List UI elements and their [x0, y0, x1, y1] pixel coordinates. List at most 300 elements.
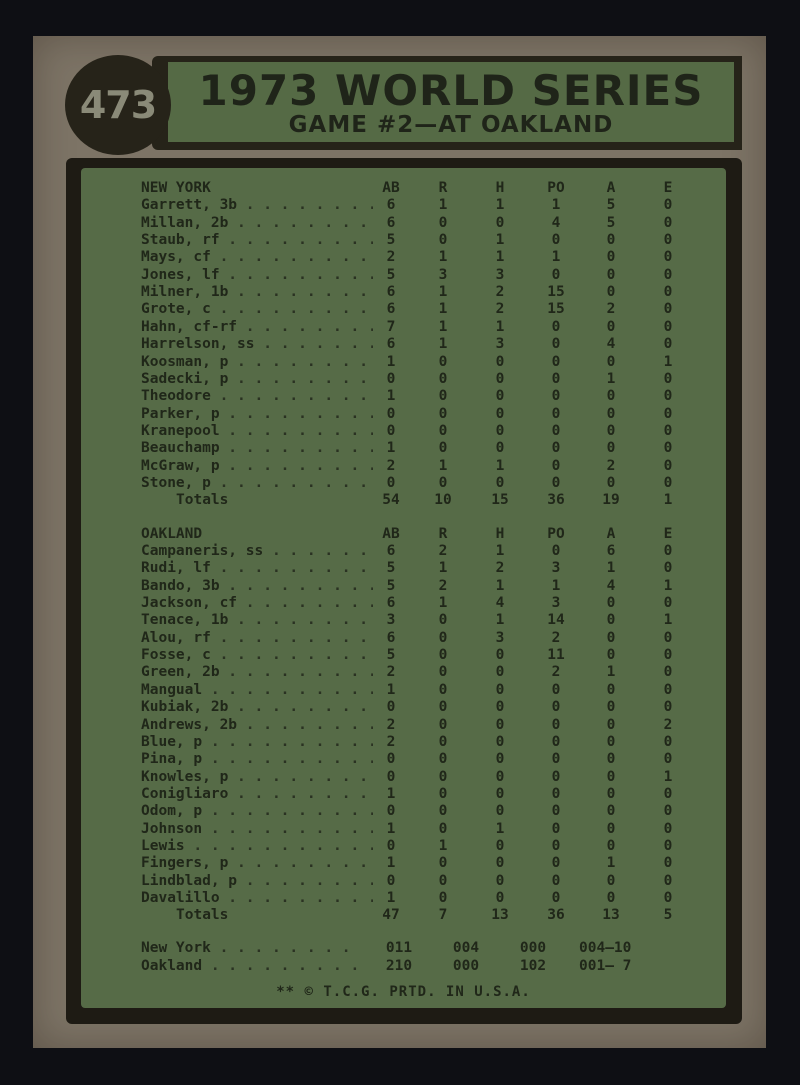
player-row	[81, 855, 726, 872]
player-name: Milner, 1b . . .	[141, 284, 373, 301]
stat-po: 36	[547, 907, 565, 924]
stat-a: 13	[602, 907, 620, 924]
stat-a: 4	[606, 577, 616, 594]
stat-e: 0	[663, 301, 673, 318]
stat-r: 0	[438, 353, 448, 370]
stat-r: 1	[438, 560, 448, 577]
stat-h: 3	[495, 266, 505, 283]
stat-a: 6	[606, 543, 616, 559]
header-panel	[168, 62, 734, 142]
player-name: Jones, lf . . .	[141, 267, 373, 284]
stat-a: 0	[606, 751, 616, 768]
player-row	[81, 682, 726, 699]
stat-e: 0	[663, 733, 673, 750]
stat-ab: 6	[386, 629, 396, 646]
stat-h: 0	[495, 751, 505, 768]
stat-po: 11	[547, 647, 565, 664]
linescore-innings-1-3: 011	[385, 940, 413, 956]
stat-a: 0	[606, 318, 616, 335]
stat-e: 0	[663, 405, 673, 422]
column-header-r: R	[438, 525, 448, 542]
stat-a: 1	[606, 664, 616, 681]
player-name: Jackson, cf . . .	[141, 595, 373, 612]
player-row	[81, 838, 726, 855]
stat-a: 0	[606, 837, 616, 854]
stat-e: 0	[663, 872, 673, 889]
stat-a: 0	[606, 266, 616, 283]
stat-h: 1	[495, 577, 505, 594]
linescore-team: New York . . .	[141, 940, 361, 957]
stat-ab: 6	[386, 543, 396, 559]
stat-h: 1	[495, 249, 505, 266]
player-row	[81, 232, 726, 249]
stat-e: 0	[663, 457, 673, 474]
player-row	[81, 664, 726, 681]
stat-a: 0	[606, 422, 616, 439]
stat-h: 0	[495, 716, 505, 733]
player-row	[81, 440, 726, 457]
stat-h: 0	[495, 890, 505, 906]
team-name: OAKLAND	[141, 525, 203, 542]
player-name: Staub, rf . . .	[141, 232, 373, 249]
player-row	[81, 197, 726, 214]
totals-row	[81, 907, 726, 924]
stat-h: 0	[495, 837, 505, 854]
stat-ab: 5	[386, 560, 396, 577]
stat-r: 0	[438, 699, 448, 716]
player-row	[81, 267, 726, 284]
player-name: Kubiak, 2b . . .	[141, 699, 373, 716]
stat-r: 0	[438, 820, 448, 837]
stat-a: 5	[606, 197, 616, 214]
team-header-row	[81, 180, 726, 197]
player-name: Odom, p . . .	[141, 803, 373, 820]
column-header-h: H	[495, 525, 505, 542]
player-name: Kranepool . . .	[141, 423, 373, 440]
stat-e: 0	[663, 266, 673, 283]
stat-h: 2	[495, 301, 505, 318]
stat-po: 0	[551, 440, 561, 457]
stat-e: 0	[663, 890, 673, 906]
stat-h: 0	[495, 733, 505, 750]
stat-a: 1	[606, 855, 616, 872]
player-row	[81, 458, 726, 475]
column-header-e: E	[663, 180, 673, 196]
stat-a: 0	[606, 872, 616, 889]
linescore-innings-7-9: 102	[519, 958, 547, 974]
linescore-row	[81, 940, 726, 957]
player-name: McGraw, p . . .	[141, 458, 373, 475]
stat-h: 2	[495, 284, 505, 301]
stat-r: 0	[438, 681, 448, 698]
player-name: Campaneris, ss . . .	[141, 543, 373, 560]
player-name: Fingers, p . . .	[141, 855, 373, 872]
stat-e: 0	[663, 664, 673, 681]
stat-r: 2	[438, 543, 448, 559]
stat-po: 0	[551, 543, 561, 559]
stat-po: 0	[551, 422, 561, 439]
player-row	[81, 336, 726, 353]
column-header-h: H	[495, 180, 505, 196]
stat-h: 0	[495, 768, 505, 785]
stat-e: 2	[663, 716, 673, 733]
player-name: Hahn, cf-rf . . .	[141, 319, 373, 336]
stat-ab: 2	[386, 664, 396, 681]
stat-e: 5	[663, 907, 673, 924]
player-name: Koosman, p . . .	[141, 354, 373, 371]
stat-e: 0	[663, 284, 673, 301]
player-row	[81, 890, 726, 907]
stat-ab: 54	[382, 492, 400, 509]
stat-a: 0	[606, 612, 616, 629]
stat-h: 1	[495, 612, 505, 629]
player-row	[81, 371, 726, 388]
stat-a: 0	[606, 803, 616, 820]
stat-a: 0	[606, 699, 616, 716]
stat-ab: 6	[386, 197, 396, 214]
stat-ab: 0	[386, 872, 396, 889]
stat-po: 15	[547, 284, 565, 301]
stat-e: 0	[663, 837, 673, 854]
stat-h: 0	[495, 370, 505, 387]
stat-h: 0	[495, 353, 505, 370]
stat-po: 0	[551, 837, 561, 854]
stat-po: 0	[551, 474, 561, 491]
card-title: 1973 WORLD SERIES	[198, 66, 704, 115]
player-name: Fosse, c . . .	[141, 647, 373, 664]
player-row	[81, 578, 726, 595]
stat-ab: 2	[386, 457, 396, 474]
stat-r: 0	[438, 664, 448, 681]
stat-h: 0	[495, 647, 505, 664]
card-number-badge	[65, 55, 171, 155]
stat-ab: 6	[386, 284, 396, 301]
linescore-innings-7-9: 000	[519, 940, 547, 956]
stat-po: 0	[551, 336, 561, 353]
stat-e: 0	[663, 785, 673, 802]
stat-e: 0	[663, 474, 673, 491]
stat-a: 0	[606, 785, 616, 802]
stat-ab: 0	[386, 699, 396, 716]
stat-e: 0	[663, 699, 673, 716]
player-row	[81, 734, 726, 751]
player-name: Mays, cf . . .	[141, 249, 373, 266]
stat-a: 0	[606, 595, 616, 612]
stat-r: 10	[434, 492, 452, 509]
player-row	[81, 699, 726, 716]
player-name: Alou, rf . . .	[141, 630, 373, 647]
stat-h: 0	[495, 440, 505, 457]
stat-ab: 6	[386, 595, 396, 612]
stat-r: 1	[438, 197, 448, 214]
stat-h: 0	[495, 474, 505, 491]
stat-ab: 7	[386, 318, 396, 335]
stat-e: 0	[663, 803, 673, 820]
stat-e: 1	[663, 577, 673, 594]
stat-a: 2	[606, 457, 616, 474]
player-name: Lindblad, p . . .	[141, 873, 373, 890]
player-row	[81, 821, 726, 838]
stat-a: 0	[606, 629, 616, 646]
stat-a: 0	[606, 249, 616, 266]
stat-ab: 0	[386, 768, 396, 785]
player-row	[81, 803, 726, 820]
stat-po: 0	[551, 370, 561, 387]
stat-r: 0	[438, 474, 448, 491]
stat-e: 0	[663, 647, 673, 664]
stat-a: 1	[606, 370, 616, 387]
stat-a: 4	[606, 336, 616, 353]
stat-a: 0	[606, 716, 616, 733]
player-name: Garrett, 3b . . .	[141, 197, 373, 214]
stat-po: 0	[551, 457, 561, 474]
stat-po: 0	[551, 785, 561, 802]
player-name: Millan, 2b . . .	[141, 215, 373, 232]
stat-ab: 0	[386, 405, 396, 422]
player-row	[81, 560, 726, 577]
stat-ab: 2	[386, 716, 396, 733]
stat-r: 1	[438, 301, 448, 318]
copyright-line: ** © T.C.G. PRTD. IN U.S.A.	[276, 984, 531, 1000]
player-name: Beauchamp . . .	[141, 440, 373, 457]
player-name: Davalillo . . .	[141, 890, 373, 907]
stat-r: 1	[438, 336, 448, 353]
player-name: Green, 2b . . .	[141, 664, 373, 681]
stat-po: 4	[551, 214, 561, 231]
stat-a: 0	[606, 405, 616, 422]
stat-po: 3	[551, 560, 561, 577]
stat-po: 0	[551, 820, 561, 837]
player-row	[81, 319, 726, 336]
stat-r: 1	[438, 457, 448, 474]
stat-e: 0	[663, 370, 673, 387]
stat-e: 0	[663, 422, 673, 439]
stat-r: 0	[438, 440, 448, 457]
stat-e: 0	[663, 560, 673, 577]
player-name: Pina, p . . .	[141, 751, 373, 768]
stat-e: 0	[663, 543, 673, 559]
stat-po: 2	[551, 664, 561, 681]
stat-h: 0	[495, 681, 505, 698]
stat-a: 0	[606, 733, 616, 750]
stat-e: 1	[663, 612, 673, 629]
player-row	[81, 630, 726, 647]
stat-po: 1	[551, 577, 561, 594]
stat-po: 0	[551, 855, 561, 872]
stat-a: 0	[606, 768, 616, 785]
stat-e: 1	[663, 492, 673, 509]
stat-r: 0	[438, 803, 448, 820]
boxscore-panel	[81, 168, 726, 1008]
player-row	[81, 595, 726, 612]
stat-h: 0	[495, 785, 505, 802]
player-row	[81, 284, 726, 301]
player-name: Sadecki, p . . .	[141, 371, 373, 388]
stat-r: 0	[438, 612, 448, 629]
stat-ab: 1	[386, 388, 396, 405]
stat-ab: 1	[386, 890, 396, 906]
stat-e: 0	[663, 232, 673, 249]
stat-r: 1	[438, 595, 448, 612]
stat-ab: 0	[386, 837, 396, 854]
player-row	[81, 215, 726, 232]
player-name: Stone, p . . .	[141, 475, 373, 492]
stat-r: 2	[438, 577, 448, 594]
stat-a: 0	[606, 284, 616, 301]
stat-h: 0	[495, 405, 505, 422]
stat-e: 0	[663, 197, 673, 214]
stat-ab: 1	[386, 440, 396, 457]
stat-r: 1	[438, 284, 448, 301]
stat-po: 0	[551, 318, 561, 335]
stat-ab: 1	[386, 353, 396, 370]
stat-po: 0	[551, 353, 561, 370]
column-header-a: A	[606, 525, 616, 542]
stat-e: 0	[663, 820, 673, 837]
stat-h: 1	[495, 318, 505, 335]
player-name: Mangual . . .	[141, 682, 373, 699]
stat-ab: 3	[386, 612, 396, 629]
stat-r: 0	[438, 388, 448, 405]
column-header-e: E	[663, 525, 673, 542]
stat-r: 0	[438, 370, 448, 387]
linescore-team: Oakland . . .	[141, 958, 361, 975]
stat-e: 0	[663, 214, 673, 231]
stat-r: 0	[438, 629, 448, 646]
player-name: Bando, 3b . . .	[141, 578, 373, 595]
stat-ab: 5	[386, 577, 396, 594]
linescore-innings-4-6: 000	[452, 958, 480, 974]
stat-a: 2	[606, 301, 616, 318]
stat-po: 0	[551, 388, 561, 405]
stat-e: 0	[663, 318, 673, 335]
stat-ab: 1	[386, 820, 396, 837]
stat-e: 0	[663, 440, 673, 457]
player-name: Lewis . . .	[141, 838, 373, 855]
stat-ab: 6	[386, 336, 396, 353]
stat-ab: 0	[386, 803, 396, 820]
stat-r: 0	[438, 733, 448, 750]
stat-e: 0	[663, 681, 673, 698]
stat-ab: 0	[386, 751, 396, 768]
player-name: Conigliaro . . .	[141, 786, 373, 803]
stat-h: 0	[495, 855, 505, 872]
stat-r: 0	[438, 422, 448, 439]
stat-r: 0	[438, 232, 448, 249]
player-name: Johnson . . .	[141, 821, 373, 838]
stat-ab: 6	[386, 214, 396, 231]
linescore-extra-and-runs: 001— 7	[579, 958, 632, 974]
stat-ab: 47	[382, 907, 400, 924]
stat-e: 0	[663, 751, 673, 768]
stat-po: 0	[551, 803, 561, 820]
stat-h: 13	[491, 907, 509, 924]
stat-h: 1	[495, 820, 505, 837]
column-header-r: R	[438, 180, 448, 196]
stat-r: 0	[438, 785, 448, 802]
stat-po: 0	[551, 405, 561, 422]
stat-h: 0	[495, 214, 505, 231]
stat-r: 0	[438, 214, 448, 231]
stat-r: 0	[438, 872, 448, 889]
stat-ab: 0	[386, 422, 396, 439]
stat-ab: 2	[386, 249, 396, 266]
stat-ab: 0	[386, 474, 396, 491]
player-name: Parker, p . . .	[141, 406, 373, 423]
player-row	[81, 751, 726, 768]
column-header-po: PO	[547, 525, 565, 542]
stat-e: 0	[663, 595, 673, 612]
stat-h: 0	[495, 872, 505, 889]
stat-ab: 1	[386, 855, 396, 872]
card-subtitle: GAME #2—AT OAKLAND	[288, 112, 614, 138]
column-header-ab: AB	[382, 180, 400, 196]
stat-r: 0	[438, 716, 448, 733]
player-row	[81, 786, 726, 803]
stat-ab: 6	[386, 301, 396, 318]
stat-ab: 1	[386, 785, 396, 802]
linescore-innings-1-3: 210	[385, 958, 413, 974]
stat-po: 0	[551, 232, 561, 249]
stat-a: 0	[606, 440, 616, 457]
player-row	[81, 717, 726, 734]
stat-r: 0	[438, 751, 448, 768]
stat-h: 1	[495, 232, 505, 249]
player-name: Grote, c . . .	[141, 301, 373, 318]
column-header-ab: AB	[382, 525, 400, 542]
stat-po: 36	[547, 492, 565, 509]
stat-a: 0	[606, 820, 616, 837]
stat-po: 3	[551, 595, 561, 612]
stat-a: 0	[606, 474, 616, 491]
player-name: Rudi, lf . . .	[141, 560, 373, 577]
linescore-innings-4-6: 004	[452, 940, 480, 956]
team-name: NEW YORK	[141, 180, 211, 196]
column-header-a: A	[606, 180, 616, 196]
stat-r: 0	[438, 405, 448, 422]
stat-h: 1	[495, 543, 505, 559]
stat-h: 3	[495, 336, 505, 353]
stat-a: 0	[606, 388, 616, 405]
player-name: Andrews, 2b . . .	[141, 717, 373, 734]
card-number: 473	[79, 83, 157, 127]
stat-ab: 5	[386, 647, 396, 664]
player-name: Blue, p . . .	[141, 734, 373, 751]
stat-r: 1	[438, 837, 448, 854]
player-name: Harrelson, ss . . .	[141, 336, 373, 353]
player-row	[81, 769, 726, 786]
stat-h: 1	[495, 197, 505, 214]
stat-po: 0	[551, 733, 561, 750]
stat-po: 2	[551, 629, 561, 646]
team-header-row	[81, 526, 726, 543]
stat-po: 1	[551, 249, 561, 266]
stat-e: 0	[663, 336, 673, 353]
stat-a: 5	[606, 214, 616, 231]
player-row	[81, 249, 726, 266]
stat-po: 0	[551, 699, 561, 716]
linescore-extra-and-runs: 004—10	[579, 940, 632, 956]
stat-ab: 2	[386, 733, 396, 750]
stat-a: 0	[606, 232, 616, 249]
stat-e: 1	[663, 353, 673, 370]
stat-r: 0	[438, 768, 448, 785]
player-row	[81, 301, 726, 318]
stat-r: 0	[438, 890, 448, 906]
stat-a: 0	[606, 890, 616, 906]
stat-ab: 5	[386, 232, 396, 249]
stat-ab: 1	[386, 681, 396, 698]
